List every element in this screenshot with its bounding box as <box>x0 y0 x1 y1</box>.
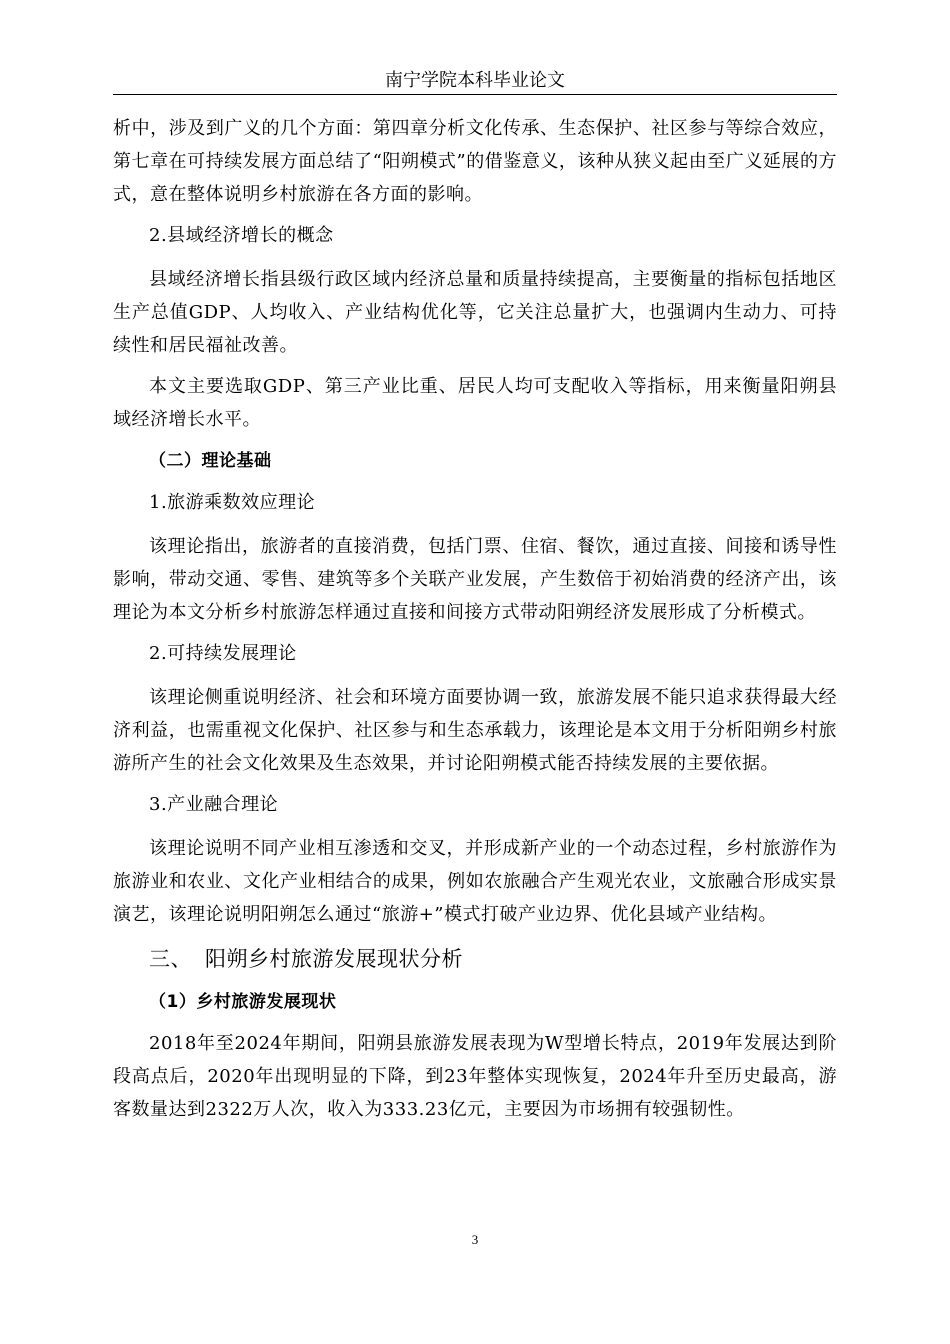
paragraph-indicators: 本文主要选取GDP、第三产业比重、居民人均可支配收入等指标，用来衡量阳朔县域经济增长水平。 <box>113 376 837 430</box>
paragraph-multiplier: 该理论指出，旅游者的直接消费，包括门票、住宿、餐饮，通过直接、间接和诱导性影响，带动交通、零售、建筑等多个关联产业发展，产生数倍于初始消费的经济产出，该理论为本文分析乡村旅游怎样通过直接和间接方式带动阳朔经济发展形成了分析模式。 <box>113 536 837 623</box>
chapter-title: 阳朔乡村旅游发展现状分析 <box>205 947 463 971</box>
paragraph-tourism-status: 2018年至2024年期间，阳朔县旅游发展表现为W型增长特点，2019年发展达到阶段高点后，2020年出现明显的下降，到23年整体实现恢复，2024年升至历史最高，游客数量达到2322万人次，收入为333.23亿元，主要因为市场拥有较强韧性。 <box>113 1033 837 1120</box>
paragraph-industry-fusion: 该理论说明不同产业相互渗透和交叉，并形成新产业的一个动态过程，乡村旅游作为旅游业和农业、文化产业相结合的成果，例如农旅融合产生观光农业，文旅融合形成实景演艺，该理论说明阳朔怎么通过“旅游+”模式打破产业边界、优化县域产业结构。 <box>113 838 837 925</box>
subheading-multiplier: 1.旅游乘数效应理论 <box>149 492 316 513</box>
paragraph-sustainable: 该理论侧重说明经济、社会和环境方面要协调一致，旅游发展不能只追求获得最大经济利益，也需重视文化保护、社区参与和生态承载力，该理论是本文用于分析阳朔乡村旅游所产生的社会文化效果及生态效果，并讨论阳朔模式能否持续发展的主要依据。 <box>113 687 837 774</box>
section-heading-status: （1）乡村旅游发展现状 <box>149 992 337 1012</box>
paragraph-continuation: 析中，涉及到广义的几个方面：第四章分析文化传承、生态保护、社区参与等综合效应，第七章在可持续发展方面总结了“阳朔模式”的借鉴意义，该种从狭义起由至广义延展的方式，意在整体说明乡村旅游在各方面的影响。 <box>113 118 837 205</box>
paragraph-county-economy-definition: 县域经济增长指县级行政区域内经济总量和质量持续提高，主要衡量的指标包括地区生产总值GDP、人均收入、产业结构优化等，它关注总量扩大，也强调内生动力、可持续性和居民福祉改善。 <box>113 269 837 356</box>
header-rule <box>113 94 837 95</box>
chapter-number: 三、 <box>149 947 192 971</box>
subheading-sustainable: 2.可持续发展理论 <box>149 643 297 664</box>
subheading-county-economy: 2.县域经济增长的概念 <box>149 225 334 246</box>
page-body <box>113 112 837 1134</box>
page-number: 3 <box>471 1232 479 1247</box>
running-header-title: 南宁学院本科毕业论文 <box>385 70 565 91</box>
subheading-industry-fusion: 3.产业融合理论 <box>149 794 279 815</box>
section-heading-theory: （二）理论基础 <box>149 451 272 471</box>
chapter-heading-3 <box>113 939 837 979</box>
